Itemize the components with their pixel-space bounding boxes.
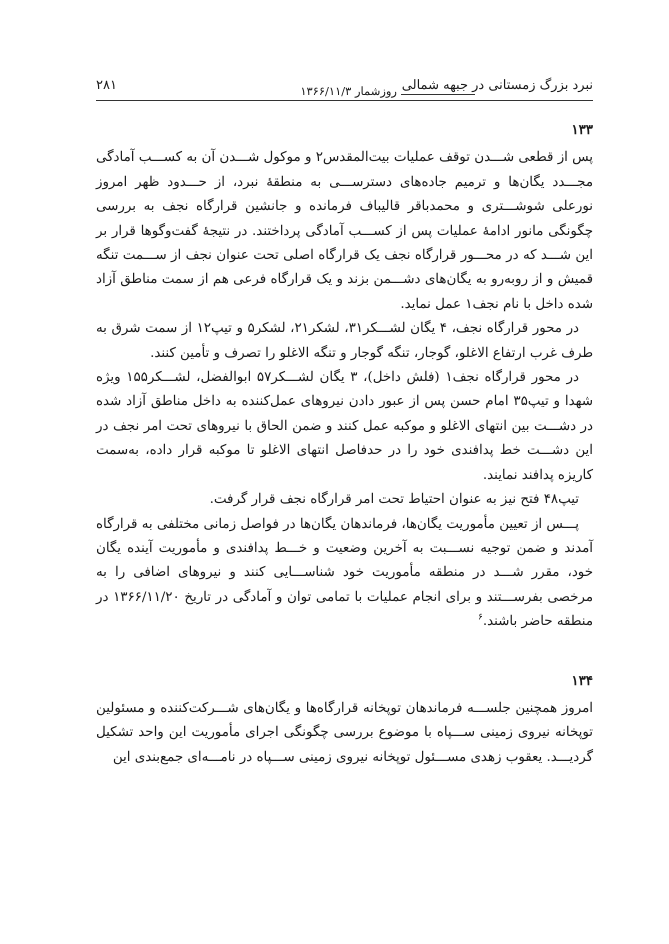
- paragraph: در محور قرارگاه نجف۱ (فلش داخل)، ۳ یگان لشـــکر۵۷ ابوالفضل، لشـــکر۱۵۵ ویژه شهدا و تیپ۳۵ امام حسن پس از عبور دادن نیروهای عمل‌کننده به داخل مناطق آزاد شده در دشـــت بین انتهای الاغلو و موکبه عمل کنند و ضمن الحاق با نیروهای تحت امر نجف در این دشـــت خط پدافندی خود را در حدفاصل انتهای الاغلو تا موکبه قرار داده، به‌سمت کاریزه پدافند نمایند.: [96, 370, 593, 483]
- header-separator-line: [401, 94, 475, 95]
- paragraph: [96, 513, 593, 635]
- section-number-134: ۱۳۴: [571, 672, 593, 689]
- paragraph: تیپ۴۸ فتح نیز به عنوان احتیاط تحت امر قرارگاه نجف قرار گرفت.: [209, 492, 579, 508]
- page-body: [96, 118, 593, 770]
- paragraph: پس از قطعی شـــدن توقف عملیات بیت‌المقدس۲ و موکول شـــدن آن به کســـب آمادگی مجـــدد یگان‌ها و ترمیم جاده‌های دسترســـی به منطقهٔ نبرد، از حـــدود ظهر امروز نورعلی شوشـــتری و محمدباقر قالیباف فرمانده و جانشین قرارگاه نجف به بررسی چگونگی مانور ادامهٔ عملیات پس از کســـب آمادگی پرداختند. در نتیجهٔ گفت‌وگوها قرار بر این شـــد که در محـــور قرارگاه نجف یک قرارگاه اصلی تحت عنوان نجف از ســـمت تنگه قمیش و از روبه‌رو به یگان‌های دشـــمن بزند و یک قرارگاه فرعی هم از سمت مناطق آزاد شده داخل با نام نجف۱ عمل نماید.: [96, 150, 593, 312]
- paragraph-text: پـــس از تعیین مأموریت یگان‌ها، فرماندهان یگان‌ها در فواصل زمانی مختلفی به قرارگاه آمدند و ضمن توجیه نســـبت به آخرین وضعیت و خـــط پدافندی و مأموریت آینده یگان خود، مقرر شـــد در منطقه مأموریت خود شناســـایی کنند و نیروهای اضافی را به مرخصی بفرســـتند و برای انجام عملیات با تمامی توان و آمادگی در تاریخ ۱۳۶۶/۱۱/۲۰ در منطقه حاضر باشند.: [96, 516, 593, 630]
- paragraph: در محور قرارگاه نجف، ۴ یگان لشـــکر۳۱، لشکر۲۱، لشکر۵ و تیپ۱۲ از سمت شرق به طرف غرب ارتفاع الاغلو، گوجار، تنگه گوجار و تنگه الاغلو را تصرف و تأمین کنند.: [96, 321, 593, 361]
- footnote-reference[interactable]: ۶: [478, 612, 483, 623]
- section-number-133: ۱۳۳: [571, 122, 593, 138]
- book-title: نبرد بزرگ زمستانی در جبهه شمالی: [401, 78, 593, 93]
- running-header: [96, 76, 593, 101]
- paragraph: امروز همچنین جلســـه فرماندهان توپخانه قرارگاه‌ها و یگان‌های شـــرکت‌کننده و مسئولین توپخانه نیروی زمینی ســـپاه با موضوع بررسی چگونگی اجرای مأموریت این واحد تشکیل گردیـــد. یعقوب زهدی مســـئول توپخانه نیروی زمینی ســـپاه در نامـــه‌ای جمع‌بندی این: [96, 700, 593, 765]
- page-number: ۲۸۱: [96, 78, 117, 93]
- diary-date: روزشمار ۱۳۶۶/۱۱/۳: [300, 84, 397, 98]
